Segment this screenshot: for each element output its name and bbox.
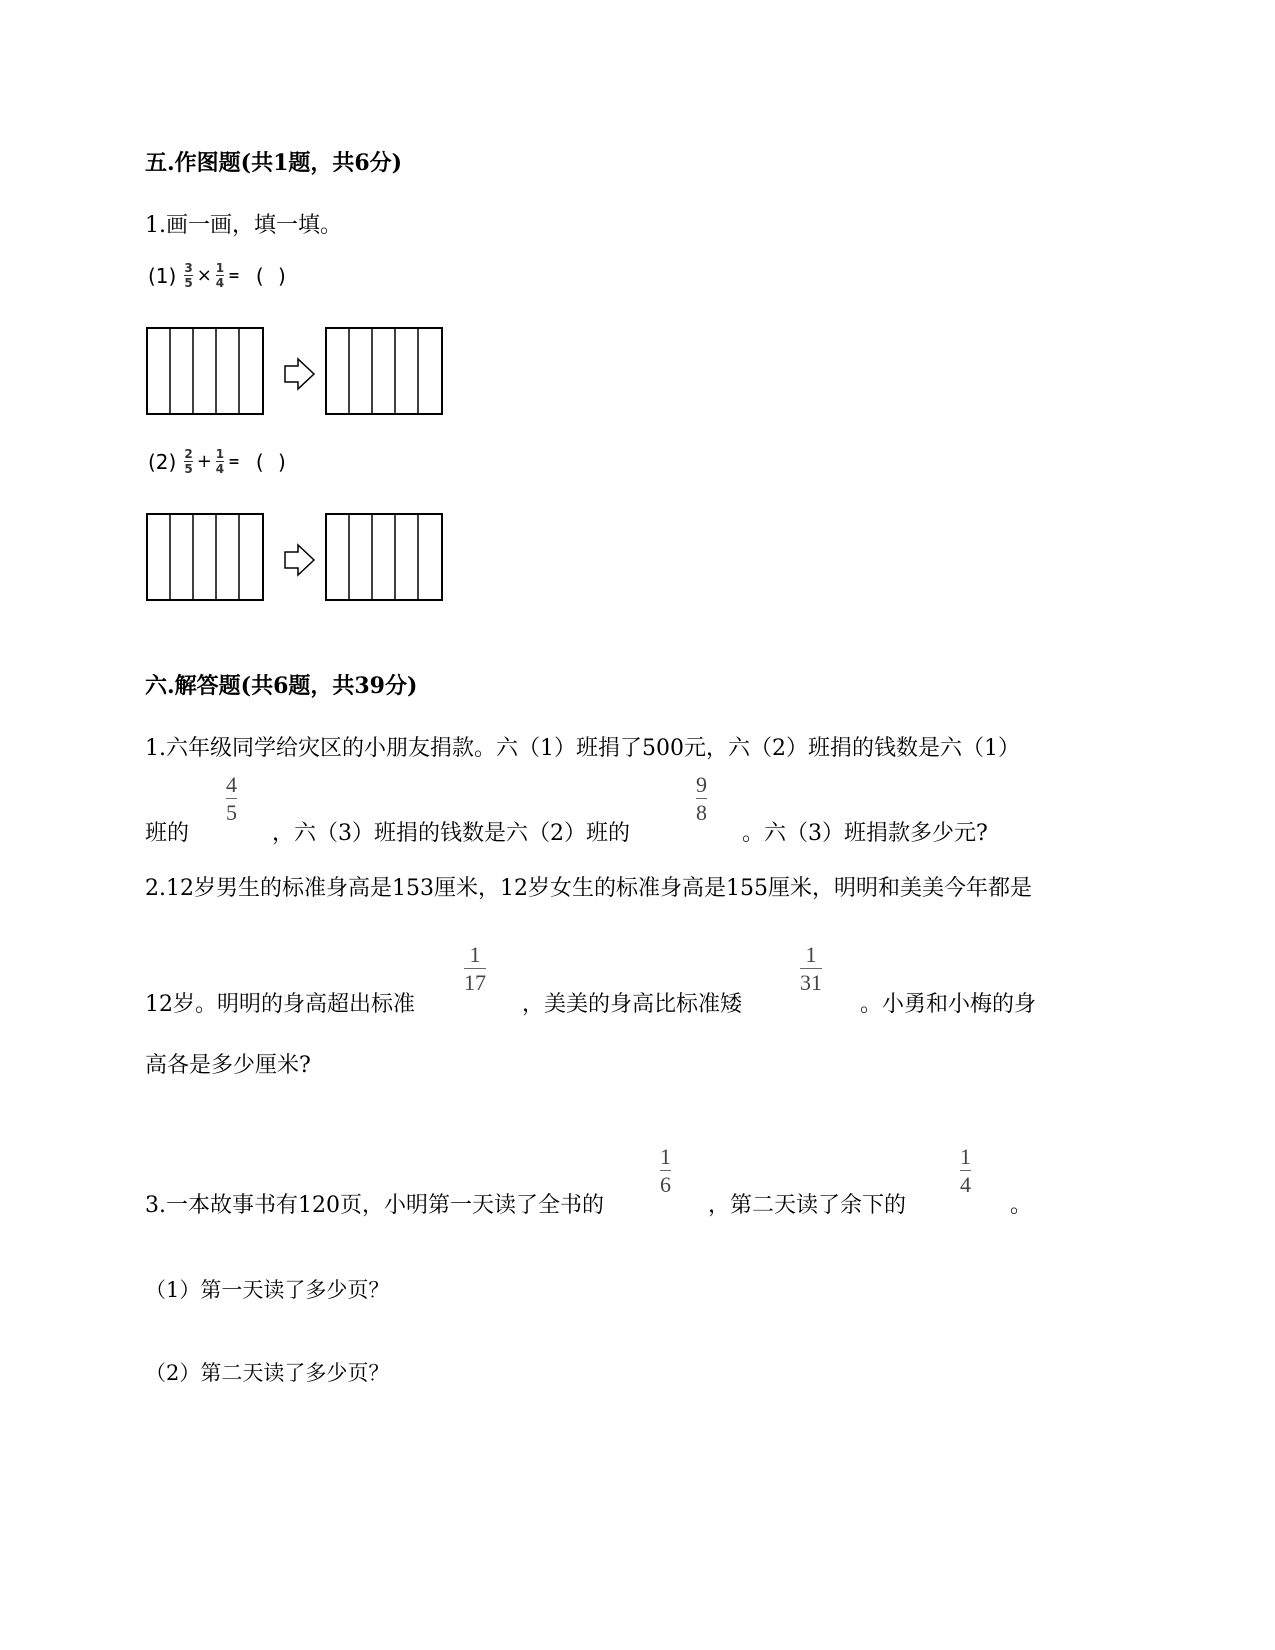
section6-heading: 六.解答题(共6题，共39分) (145, 673, 418, 699)
q3-fraction-2-denominator: 4 (960, 1172, 971, 1197)
q2-fraction-2-numerator: 1 (805, 942, 817, 967)
q1-seg2: ，六（3）班捐的钱数是六（2）班的 (272, 821, 630, 846)
part1-right-rectangle (326, 328, 442, 414)
part1-fraction-a-numerator: 3 (184, 261, 193, 275)
part1-expression (148, 262, 290, 289)
part1-fraction-b-denominator: 4 (215, 276, 225, 290)
section5-heading: 五.作图题(共1题，共6分) (145, 150, 403, 176)
part1-operator: × (196, 265, 212, 286)
part1-fraction-b (216, 262, 224, 289)
part1-left-rectangle (147, 328, 263, 414)
q1-fraction-1 (226, 773, 237, 825)
q2-seg1: 12岁。明明的身高超出标准 (145, 992, 415, 1017)
q2-fraction-1-denominator: 17 (464, 970, 486, 995)
q3-fraction-1 (660, 1145, 671, 1197)
part2-arrow-icon (285, 545, 314, 575)
part1-fraction-b-numerator: 1 (215, 261, 225, 275)
part2-fraction-b-numerator: 1 (215, 447, 225, 461)
q2-line1: 2.12岁男生的标准身高是153厘米，12岁女生的标准身高是155厘米，明明和美美今年都是 (145, 876, 1032, 901)
q3-fraction-1-numerator: 1 (660, 1144, 671, 1169)
q3-sub2: （2）第二天读了多少页？ (145, 1361, 390, 1385)
q1-line1: 1.六年级同学给灾区的小朋友捐款。六（1）班捐了500元，六（2）班捐的钱数是六（1） (145, 736, 1020, 761)
part1-drawing (145, 326, 445, 418)
q2-fraction-1-numerator: 1 (469, 942, 481, 967)
part2-drawing (145, 512, 445, 604)
q1-fraction-2-numerator: 9 (696, 772, 707, 797)
q3-fraction-1-denominator: 6 (660, 1172, 671, 1197)
q1-fraction-1-denominator: 5 (226, 800, 237, 825)
part1-label: (1) (148, 263, 177, 288)
part1-arrow-icon (285, 359, 314, 389)
part2-left-rectangle (147, 514, 263, 600)
part2-expression (148, 448, 290, 475)
part2-fraction-a-denominator: 5 (184, 462, 193, 476)
q3-sub1: （1）第一天读了多少页？ (145, 1278, 390, 1302)
part2-answer-blank: ( ) (255, 449, 290, 474)
part2-fraction-b (216, 448, 224, 475)
q2-fraction-2-denominator: 31 (800, 970, 822, 995)
q2-seg2: ，美美的身高比标准矮 (522, 992, 743, 1017)
q3-seg1: 3.一本故事书有120页，小明第一天读了全书的 (145, 1193, 604, 1218)
part2-right-rectangle (326, 514, 442, 600)
q1-fraction-1-numerator: 4 (226, 772, 237, 797)
part2-fraction-a-numerator: 2 (184, 447, 193, 461)
q3-fraction-2 (960, 1145, 971, 1197)
q3-seg3: 。 (1010, 1193, 1033, 1218)
q2-seg3: 。小勇和小梅的身 (860, 992, 1037, 1017)
section5-q1-prompt: 1.画一画，填一填。 (145, 213, 342, 238)
q1-seg1: 班的 (145, 821, 190, 846)
part1-fraction-a (184, 262, 192, 289)
q3-fraction-2-numerator: 1 (960, 1144, 971, 1169)
part1-fraction-a-denominator: 5 (184, 276, 193, 290)
part1-answer-blank: ( ) (255, 263, 290, 288)
part2-fraction-a (184, 448, 192, 475)
part2-label: (2) (148, 449, 177, 474)
part2-equals: = (228, 453, 240, 470)
q2-fraction-1 (464, 943, 486, 995)
part1-equals: = (228, 267, 240, 284)
part2-fraction-b-denominator: 4 (215, 462, 225, 476)
q1-seg3: 。六（3）班捐款多少元? (742, 821, 988, 846)
q1-fraction-2-denominator: 8 (696, 800, 707, 825)
q3-seg2: ，第二天读了余下的 (708, 1193, 907, 1218)
part2-operator: + (196, 451, 212, 472)
q2-fraction-2 (800, 943, 822, 995)
q2-line3: 高各是多少厘米? (145, 1053, 311, 1078)
q1-fraction-2 (696, 773, 707, 825)
